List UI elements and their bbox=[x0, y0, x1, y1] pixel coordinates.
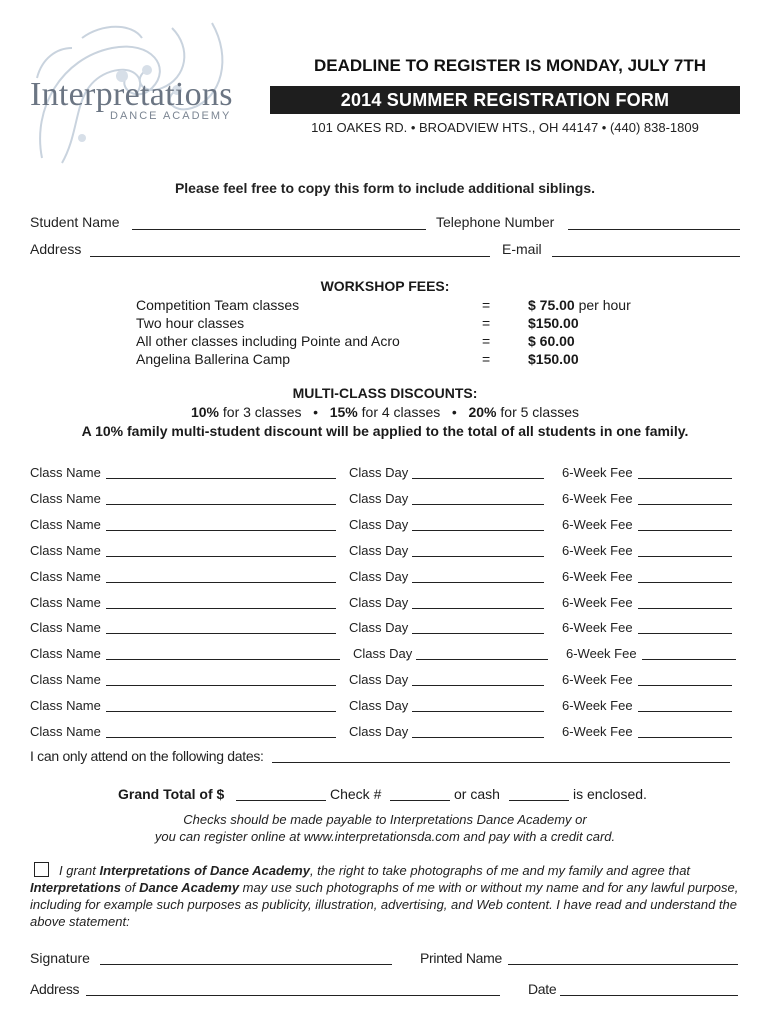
fee-amount: $150.00 bbox=[528, 315, 579, 331]
class-fee-label: 6-Week Fee bbox=[562, 698, 633, 713]
form-title-banner: 2014 SUMMER REGISTRATION FORM bbox=[270, 86, 740, 114]
photo-consent: I grant Interpretations of Dance Academy, the right to take photographs of me and my family and agree that Interpretations of Dance Academy may use such photographs of me with or without my name and for any lawful purpose, including for example such purposes as publicity, illustration, advertising, and Web content. I have read and understand the above statement: bbox=[30, 863, 739, 929]
class-fee-field[interactable] bbox=[638, 582, 732, 583]
class-name-label: Class Name bbox=[30, 672, 101, 687]
logo-subtitle: DANCE ACADEMY bbox=[110, 110, 232, 122]
fee-equals: = bbox=[482, 315, 491, 331]
class-day-field[interactable] bbox=[412, 685, 544, 686]
workshop-fees-title: WORKSHOP FEES: bbox=[320, 278, 450, 294]
printed-name-label: Printed Name bbox=[420, 950, 502, 966]
copy-note: Please feel free to copy this form to include additional siblings. bbox=[174, 180, 596, 196]
class-name-field[interactable] bbox=[106, 633, 336, 634]
email-label: E-mail bbox=[502, 241, 542, 257]
class-fee-label: 6-Week Fee bbox=[562, 672, 633, 687]
student-name-field[interactable] bbox=[132, 229, 426, 230]
address-field[interactable] bbox=[90, 256, 490, 257]
class-name-field[interactable] bbox=[106, 659, 340, 660]
discounts-title: MULTI-CLASS DISCOUNTS: bbox=[292, 385, 478, 401]
class-day-label: Class Day bbox=[349, 672, 409, 687]
student-name-label: Student Name bbox=[30, 214, 120, 230]
telephone-field[interactable] bbox=[568, 229, 740, 230]
fee-name: All other classes including Pointe and Acro bbox=[136, 333, 400, 349]
class-fee-field[interactable] bbox=[638, 685, 732, 686]
signature-label: Signature bbox=[30, 950, 90, 966]
class-day-label: Class Day bbox=[349, 569, 409, 584]
class-fee-field[interactable] bbox=[638, 530, 732, 531]
class-name-field[interactable] bbox=[106, 504, 336, 505]
fee-amount: $ 60.00 bbox=[528, 333, 575, 349]
class-day-field[interactable] bbox=[412, 504, 544, 505]
discount-tiers: 10% for 3 classes • 15% for 4 classes • 20% for 5 classes bbox=[190, 404, 579, 420]
address-label: Address bbox=[30, 241, 82, 257]
class-fee-label: 6-Week Fee bbox=[562, 569, 633, 584]
enclosed-label: is enclosed. bbox=[573, 786, 647, 802]
deadline-heading: DEADLINE TO REGISTER IS MONDAY, JULY 7TH bbox=[313, 56, 707, 75]
class-name-field[interactable] bbox=[106, 530, 336, 531]
class-name-field[interactable] bbox=[106, 737, 336, 738]
fee-name: Competition Team classes bbox=[136, 297, 300, 313]
fee-amount: $ 75.00 per hour bbox=[528, 297, 631, 313]
class-day-label: Class Day bbox=[349, 465, 409, 480]
class-fee-field[interactable] bbox=[638, 504, 732, 505]
signature-field[interactable] bbox=[100, 964, 392, 965]
class-day-field[interactable] bbox=[412, 633, 544, 634]
class-day-field[interactable] bbox=[416, 659, 548, 660]
class-fee-field[interactable] bbox=[638, 608, 732, 609]
class-name-label: Class Name bbox=[30, 620, 101, 635]
class-name-label: Class Name bbox=[30, 465, 101, 480]
payment-note-1: Checks should be made payable to Interpretations Dance Academy or bbox=[183, 812, 587, 827]
signature-address-field[interactable] bbox=[86, 995, 500, 996]
signature-address-label: Address bbox=[30, 981, 80, 997]
class-name-field[interactable] bbox=[106, 478, 336, 479]
grand-total-field[interactable] bbox=[236, 800, 326, 801]
class-name-label: Class Name bbox=[30, 543, 101, 558]
telephone-label: Telephone Number bbox=[436, 214, 555, 230]
cash-label: or cash bbox=[454, 786, 500, 802]
payment-note-2: you can register online at www.interpretationsda.com and pay with a credit card. bbox=[154, 829, 616, 844]
class-fee-field[interactable] bbox=[638, 556, 732, 557]
date-label: Date bbox=[528, 981, 557, 997]
dates-label: I can only attend on the following dates: bbox=[30, 748, 264, 764]
contact-line: 101 OAKES RD. • BROADVIEW HTS., OH 44147 • (440) 838-1809 bbox=[311, 120, 699, 135]
class-name-field[interactable] bbox=[106, 608, 336, 609]
email-field[interactable] bbox=[552, 256, 740, 257]
class-day-field[interactable] bbox=[412, 608, 544, 609]
class-fee-field[interactable] bbox=[638, 478, 732, 479]
check-number-field[interactable] bbox=[390, 800, 450, 801]
logo-name: Interpretations bbox=[30, 76, 233, 113]
class-name-label: Class Name bbox=[30, 517, 101, 532]
class-name-label: Class Name bbox=[30, 698, 101, 713]
class-name-field[interactable] bbox=[106, 685, 336, 686]
class-day-label: Class Day bbox=[349, 724, 409, 739]
dates-field[interactable] bbox=[272, 762, 730, 763]
fee-amount: $150.00 bbox=[528, 351, 579, 367]
printed-name-field[interactable] bbox=[508, 964, 738, 965]
class-fee-label: 6-Week Fee bbox=[562, 465, 633, 480]
class-name-field[interactable] bbox=[106, 711, 336, 712]
class-fee-label: 6-Week Fee bbox=[562, 620, 633, 635]
class-day-field[interactable] bbox=[412, 582, 544, 583]
class-fee-label: 6-Week Fee bbox=[562, 724, 633, 739]
class-day-field[interactable] bbox=[412, 530, 544, 531]
class-name-label: Class Name bbox=[30, 724, 101, 739]
class-day-label: Class Day bbox=[349, 491, 409, 506]
class-fee-field[interactable] bbox=[642, 659, 736, 660]
class-name-label: Class Name bbox=[30, 491, 101, 506]
class-day-field[interactable] bbox=[412, 478, 544, 479]
class-fee-field[interactable] bbox=[638, 737, 732, 738]
class-day-label: Class Day bbox=[349, 698, 409, 713]
check-label: Check # bbox=[330, 786, 382, 802]
cash-field[interactable] bbox=[509, 800, 569, 801]
fee-name: Angelina Ballerina Camp bbox=[136, 351, 291, 367]
fee-equals: = bbox=[482, 351, 491, 367]
class-fee-label: 6-Week Fee bbox=[562, 491, 633, 506]
fee-equals: = bbox=[482, 333, 491, 349]
class-fee-field[interactable] bbox=[638, 711, 732, 712]
class-fee-label: 6-Week Fee bbox=[562, 595, 633, 610]
class-day-label: Class Day bbox=[349, 543, 409, 558]
consent-checkbox[interactable] bbox=[34, 862, 49, 877]
class-name-field[interactable] bbox=[106, 582, 336, 583]
fee-equals: = bbox=[482, 297, 491, 313]
class-day-label: Class Day bbox=[353, 646, 413, 661]
class-day-label: Class Day bbox=[349, 595, 409, 610]
fee-name: Two hour classes bbox=[136, 315, 245, 331]
class-name-label: Class Name bbox=[30, 595, 101, 610]
class-name-label: Class Name bbox=[30, 646, 101, 661]
grand-total-label: Grand Total of $ bbox=[118, 786, 225, 802]
class-fee-label: 6-Week Fee bbox=[562, 517, 633, 532]
class-day-label: Class Day bbox=[349, 620, 409, 635]
class-day-field[interactable] bbox=[412, 711, 544, 712]
class-day-label: Class Day bbox=[349, 517, 409, 532]
date-field[interactable] bbox=[560, 995, 738, 996]
family-discount-note: A 10% family multi-student discount will be applied to the total of all students in one family. bbox=[81, 423, 689, 439]
class-name-label: Class Name bbox=[30, 569, 101, 584]
class-fee-label: 6-Week Fee bbox=[566, 646, 637, 661]
class-fee-field[interactable] bbox=[638, 633, 732, 634]
class-name-field[interactable] bbox=[106, 556, 336, 557]
class-day-field[interactable] bbox=[412, 737, 544, 738]
class-day-field[interactable] bbox=[412, 556, 544, 557]
class-fee-label: 6-Week Fee bbox=[562, 543, 633, 558]
